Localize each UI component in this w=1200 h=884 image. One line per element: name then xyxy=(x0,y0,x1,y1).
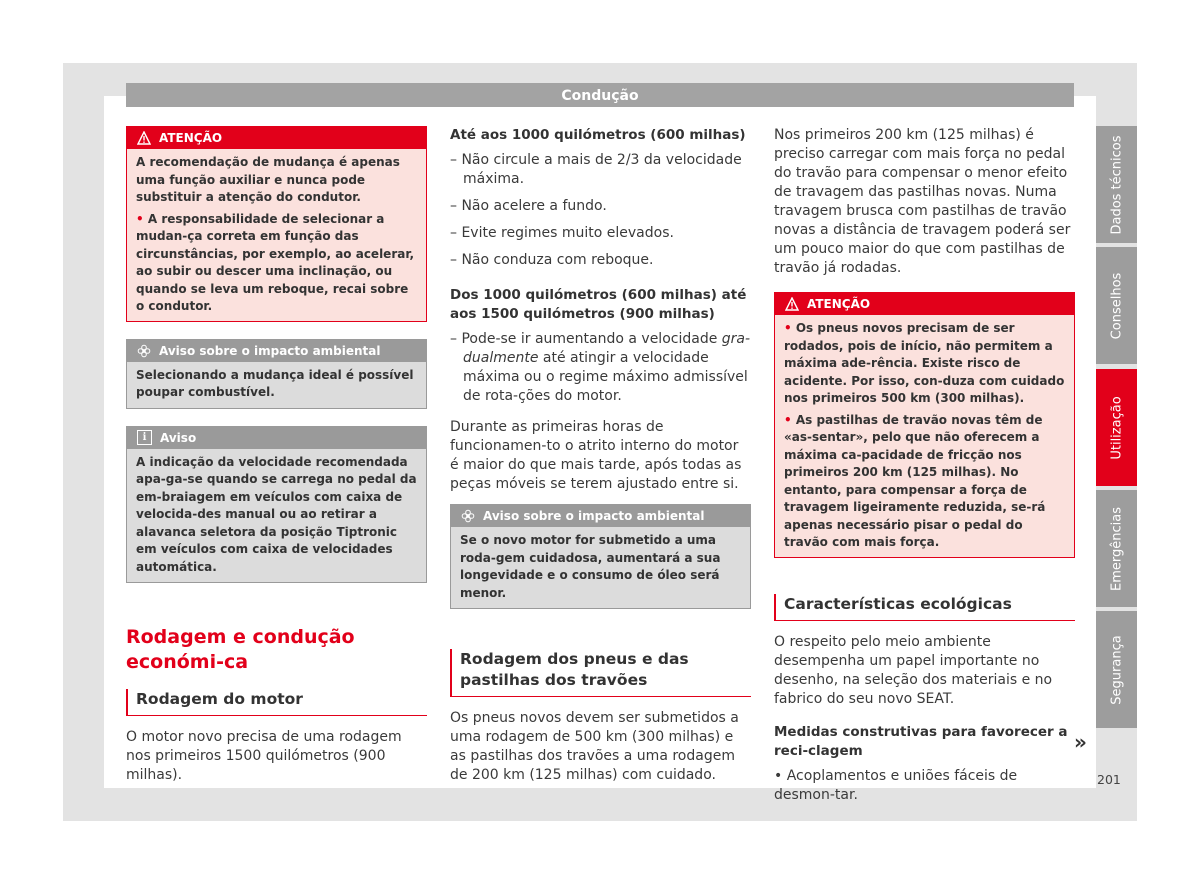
brake-paragraph: Nos primeiros 200 km (125 milhas) é preciso carregar com mais força no pedal do travão para compensar o menor efeito de travagem das pastilhas novas. Numa travagem brusca com pastilhas de travão novas a distância de travagem poderá ser um pouco maior do que com pastilhas de travão já rodadas. xyxy=(774,127,1071,276)
warning-paragraph: A recomendação de mudança é apenas uma função auxiliar e nunca pode substituir a atenção do condutor. xyxy=(136,155,400,204)
warning-body xyxy=(775,315,1074,557)
tyre-paragraph: Os pneus novos devem ser submetidos a uma rodagem de 500 km (300 milhas) e as pastilhas dos travões a uma rodagem de 200 km (125 milhas) com cuidado. xyxy=(450,710,739,783)
environment-notice-title: Aviso sobre o impacto ambiental xyxy=(159,343,381,358)
environment-notice-box xyxy=(126,339,427,409)
continue-mark: » xyxy=(1074,730,1087,754)
list-item-emphasis: gra-dualmente xyxy=(463,331,751,366)
friction-paragraph: Durante as primeiras horas de funcionamen-to o atrito interno do motor é maior do que mais tarde, após todas as peças móveis se terem ajustado entre si. xyxy=(450,419,742,492)
info-icon: i xyxy=(137,430,152,445)
subheading-1000-1500km: Dos 1000 quilómetros (600 milhas) até aos 1500 quilómetros (900 milhas) xyxy=(450,287,747,322)
warning-bullet-text: A responsabilidade de selecionar a mudan-ça correta em função das circunstâncias, por exemplo, ao acelerar, ao subir ou descer uma inclinação, ou quando se leva um reboque, recai sobre o condutor. xyxy=(136,211,415,313)
measures-subheading: Medidas construtivas para favorecer a reci-clagem xyxy=(774,723,1068,759)
list-item xyxy=(450,330,751,406)
warning-triangle-icon xyxy=(785,297,799,311)
warning-box xyxy=(774,292,1075,558)
tyre-heading: Rodagem dos pneus e das pastilhas dos travões xyxy=(450,649,751,697)
info-notice-body: A indicação da velocidade recomendada apa-ga-se quando se carrega no pedal da em-braiagem em veículos com caixa de velocida-des manual ou ao retirar a alavanca seletora da posição Tiptronic em veículos com caixa de velocidades automática. xyxy=(136,454,417,574)
list-item xyxy=(774,767,1075,805)
environment-notice-body: Se o novo motor for submetido a uma roda-gem cuidadosa, aumentará a sua longevidade e o consumo de óleo será menor. xyxy=(460,533,721,600)
list-item: – Não acelere a fundo. xyxy=(450,198,607,214)
warning-triangle-icon xyxy=(137,131,151,145)
engine-heading: Rodagem do motor xyxy=(126,689,427,716)
tab-seguranca[interactable] xyxy=(1096,611,1137,728)
column-3 xyxy=(774,126,1075,813)
list-item: – Não conduza com reboque. xyxy=(450,252,654,268)
tab-label: Segurança xyxy=(1109,634,1124,705)
engine-paragraph: O motor novo precisa de uma rodagem nos primeiros 1500 quilómetros (900 milhas). xyxy=(126,729,402,783)
column-1 xyxy=(126,126,427,796)
list-item-text: – Pode-se ir aumentando a velocidade xyxy=(450,331,722,347)
list-item: – Não circule a mais de 2/3 da velocidade máxima. xyxy=(450,152,742,187)
tab-label: Emergências xyxy=(1109,506,1124,591)
warning-bullet xyxy=(784,412,1065,552)
warning-body xyxy=(127,149,426,321)
warning-bullet-text: Os pneus novos precisam de ser rodados, pois de início, não permitem a máxima ade-rência. Existe risco de acidente. Por isso, con-duza com cuidado nos primeiros 500 km (300 milhas). xyxy=(784,321,1065,405)
warning-header xyxy=(775,293,1074,315)
warning-box xyxy=(126,126,427,322)
tab-label: Dados técnicos xyxy=(1109,134,1124,235)
warning-bullet-text: As pastilhas de travão novas têm de «as-sentar», pelo que não oferecem a máxima ca-pacidade de fricção nos primeiros 200 km (125 milhas). No entanto, para compensar a força de travagem ligeiramente reduzida, se-rá apenas necessário pisar o pedal do travão com mais força. xyxy=(784,412,1046,549)
eco-heading: Características ecológicas xyxy=(774,594,1075,621)
tab-emergencias[interactable] xyxy=(1096,490,1137,607)
warning-bullet xyxy=(784,320,1065,408)
environment-notice-header xyxy=(127,340,426,362)
page-header: Condução xyxy=(126,83,1074,107)
flower-icon xyxy=(461,509,475,523)
info-notice-box xyxy=(126,426,427,584)
list-item-text: Acoplamentos e uniões fáceis de desmon-tar. xyxy=(774,767,1018,803)
list-item: – Evite regimes muito elevados. xyxy=(450,225,674,241)
page-number: 201 xyxy=(1097,772,1121,787)
flower-icon xyxy=(137,344,151,358)
bullet-icon: • xyxy=(784,412,796,427)
warning-title: ATENÇÃO xyxy=(159,130,223,145)
eco-paragraph: O respeito pelo meio ambiente desempenha um papel importante no desenho, na seleção dos materiais e no fabrico do seu novo SEAT. xyxy=(774,633,1053,707)
info-notice-header xyxy=(127,427,426,449)
warning-bullet xyxy=(136,211,417,316)
tab-label: Utilização xyxy=(1109,395,1124,460)
column-2 xyxy=(450,126,751,796)
tab-dados-tecnicos[interactable] xyxy=(1096,126,1137,243)
info-notice-title: Aviso xyxy=(160,430,197,445)
tab-label: Conselhos xyxy=(1109,272,1124,339)
tab-utilizacao[interactable] xyxy=(1096,369,1137,486)
environment-notice-title: Aviso sobre o impacto ambiental xyxy=(483,509,705,523)
environment-notice-box xyxy=(450,504,751,609)
warning-title: ATENÇÃO xyxy=(807,296,871,311)
bullet-icon: • xyxy=(136,211,148,226)
list-item-text: até atingir a velocidade máxima ou o regime máximo admissível de rota-ções do motor. xyxy=(463,350,748,404)
tab-conselhos[interactable] xyxy=(1096,247,1137,364)
warning-header xyxy=(127,127,426,149)
environment-notice-body: Selecionando a mudança ideal é possível poupar combustível. xyxy=(136,367,414,399)
subheading-first-1000km: Até aos 1000 quilómetros (600 milhas) xyxy=(450,127,746,143)
section-title: Rodagem e condução económi-ca xyxy=(126,626,355,673)
bullet-icon: • xyxy=(784,321,796,335)
bullet-icon: • xyxy=(774,767,787,784)
environment-notice-header xyxy=(451,505,750,527)
